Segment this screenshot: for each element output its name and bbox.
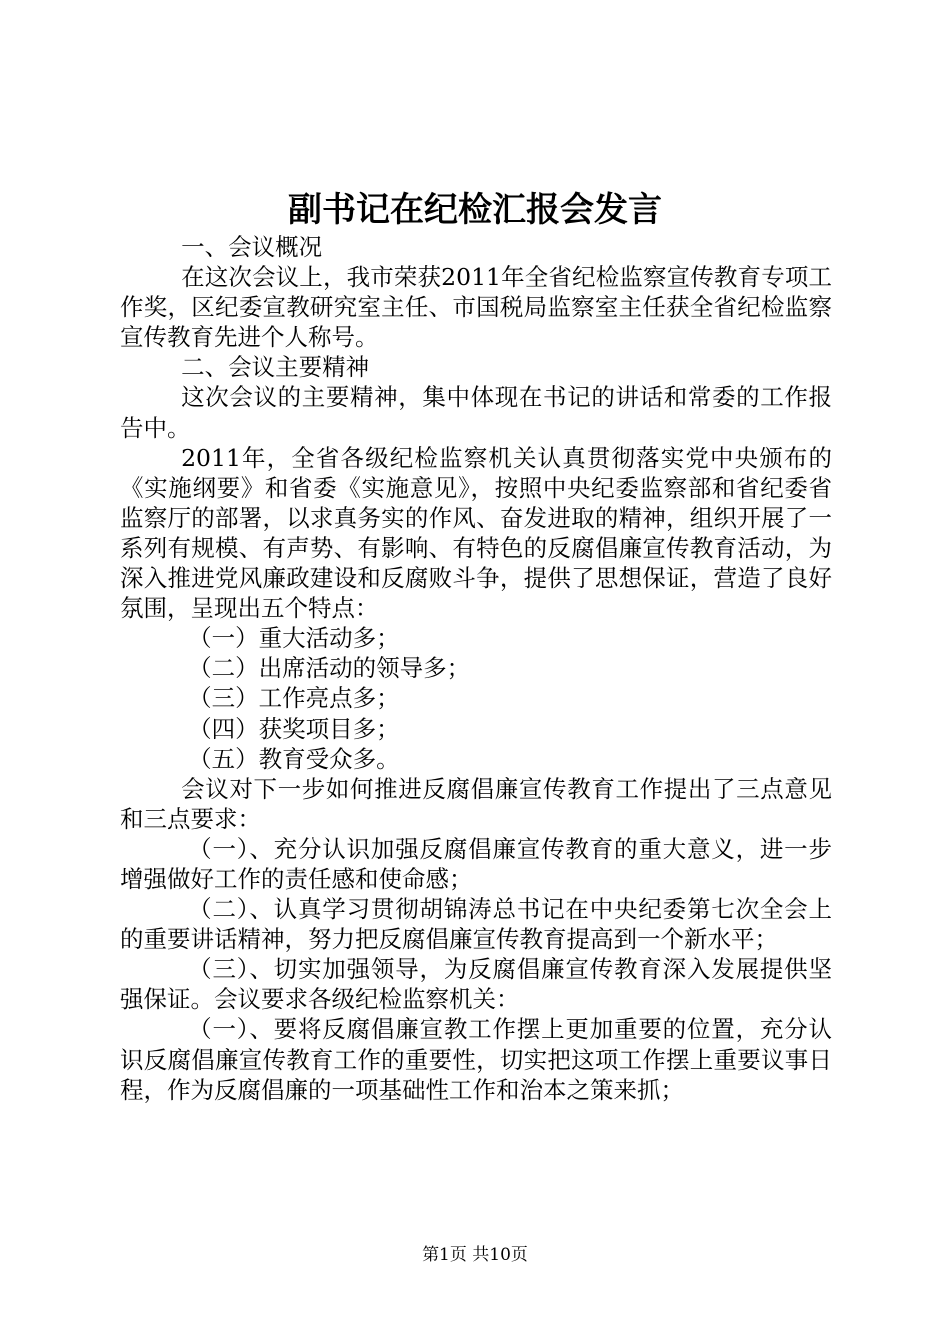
body-paragraph: （二）、认真学习贯彻胡锦涛总书记在中央纪委第七次全会上的重要讲话精神，努力把反腐倡廉宣传教育提高到一个新水平；	[120, 895, 832, 954]
list-item: （五）教育受众多。	[188, 744, 400, 773]
body-paragraph: （三）、切实加强领导，为反腐倡廉宣传教育深入发展提供坚强保证。会议要求各级纪检监察机关：	[120, 955, 832, 1014]
list-item: （二）出席活动的领导多；	[188, 654, 471, 683]
section-heading: 二、会议主要精神	[181, 353, 370, 382]
list-item: （一）重大活动多；	[188, 624, 400, 653]
body-paragraph: 2011年，全省各级纪检监察机关认真贯彻落实党中央颁布的《实施纲要》和省委《实施意见》，按照中央纪委监察部和省纪委省监察厅的部署，以求真务实的作风、奋发进取的精神，组织开展了一系列有规模、有声势、有影响、有特色的反腐倡廉宣传教育活动，为深入推进党风廉政建设和反腐败斗争，提供了思想保证，营造了良好氛围，呈现出五个特点：	[120, 443, 832, 623]
list-item: （三）工作亮点多；	[188, 684, 400, 713]
body-paragraph: （一）、充分认识加强反腐倡廉宣传教育的重大意义，进一步增强做好工作的责任感和使命感；	[120, 834, 832, 893]
body-paragraph: （一）、要将反腐倡廉宣教工作摆上更加重要的位置，充分认识反腐倡廉宣传教育工作的重要性，切实把这项工作摆上重要议事日程，作为反腐倡廉的一项基础性工作和治本之策来抓；	[120, 1015, 832, 1104]
document-body	[120, 232, 832, 1105]
page-footer: 第1页 共10页	[422, 1245, 528, 1265]
body-paragraph: 在这次会议上，我市荣获2011年全省纪检监察宣传教育专项工作奖，区纪委宣教研究室主任、市国税局监察室主任获全省纪检监察宣传教育先进个人称号。	[120, 263, 832, 352]
section-heading: 一、会议概况	[181, 233, 323, 261]
document-title: 副书记在纪检汇报会发言	[288, 190, 662, 230]
body-paragraph: 会议对下一步如何推进反腐倡廉宣传教育工作提出了三点意见和三点要求：	[120, 774, 832, 833]
list-item: （四）获奖项目多；	[188, 714, 400, 743]
body-paragraph: 这次会议的主要精神，集中体现在书记的讲话和常委的工作报告中。	[120, 383, 832, 442]
